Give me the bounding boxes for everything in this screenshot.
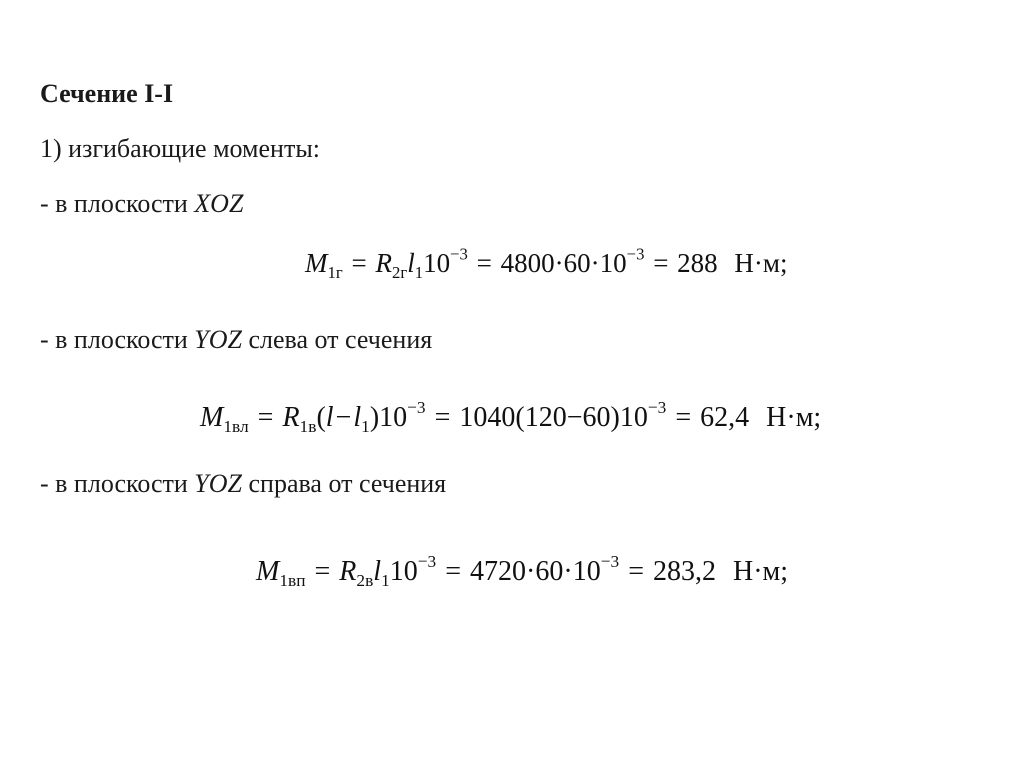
eq1-r-symbol: R (375, 248, 392, 278)
eq1-equals-2: = (476, 248, 492, 278)
eq1-l-symbol: l (407, 248, 415, 278)
eq2-open-paren: ( (316, 402, 326, 433)
section-heading: Сечение I-I (40, 79, 174, 108)
eq2-l1-subscript: 1 (361, 417, 370, 437)
eq2-m-subscript: 1вл (223, 417, 249, 437)
eq2-power-exp: −3 (407, 397, 426, 417)
plane-prefix: - в плоскости (40, 325, 188, 354)
eq1-rhs: 4800·60·10 (500, 248, 627, 278)
right-of-section-text: справа от сечения (248, 469, 447, 498)
eq3-r-subscript: 2в (356, 571, 374, 591)
eq3-result: 283,2 (652, 556, 716, 587)
eq2-r-subscript: 1в (299, 417, 317, 437)
eq1-equals-3: = (653, 248, 669, 278)
eq2-r-symbol: R (282, 402, 300, 433)
eq3-power-base: 10 (389, 556, 418, 587)
plane-yoz-label: YOZ (194, 469, 242, 498)
eq3-m-symbol: M (256, 556, 280, 587)
eq2-close-paren: ) (369, 402, 380, 433)
eq2-minus: − (335, 402, 352, 433)
plane-prefix: - в плоскости (40, 469, 188, 498)
eq2-equals-2: = (434, 402, 451, 433)
eq1-unit: Н·м; (734, 248, 788, 278)
plane-yoz-left-line (40, 324, 432, 356)
eq2-unit: Н·м; (766, 402, 822, 433)
eq1-result: 288 (677, 248, 718, 278)
eq2-l-symbol: l (325, 402, 334, 433)
eq3-l-subscript: 1 (381, 571, 390, 591)
eq1-m-subscript: 1г (327, 262, 343, 282)
left-of-section-text: слева от сечения (248, 325, 433, 354)
equation-m1vp (256, 552, 788, 592)
eq2-result: 62,4 (700, 402, 750, 433)
eq3-rhs-exp: −3 (600, 551, 620, 571)
plane-xoz-line (40, 188, 243, 220)
eq2-power-base: 10 (379, 402, 408, 433)
eq2-m-symbol: M (200, 402, 224, 433)
eq2-rhs-exp: −3 (647, 397, 667, 417)
eq3-m-subscript: 1вп (279, 571, 306, 591)
plane-yoz-label: YOZ (194, 325, 242, 354)
eq2-l1-symbol: l (353, 402, 362, 433)
eq3-rhs: 4720·60·10 (470, 556, 601, 587)
plane-prefix: - в плоскости (40, 189, 188, 218)
bending-moments-item: 1) изгибающие моменты: (40, 134, 321, 163)
eq3-equals-2: = (445, 556, 462, 587)
eq1-power-base: 10 (423, 248, 451, 278)
eq1-rhs-exp: −3 (626, 244, 645, 264)
eq2-equals-1: = (257, 402, 274, 433)
eq3-equals-1: = (314, 556, 331, 587)
plane-xoz-label: XOZ (194, 189, 244, 218)
eq1-m-symbol: M (305, 248, 328, 278)
eq3-power-exp: −3 (417, 551, 437, 571)
eq1-l-subscript: 1 (414, 262, 424, 282)
eq1-equals-1: = (351, 248, 367, 278)
eq2-equals-3: = (675, 402, 692, 433)
eq3-equals-3: = (628, 556, 644, 587)
plane-yoz-right-line (40, 468, 446, 500)
eq3-l-symbol: l (373, 556, 382, 587)
equation-m1vl (200, 398, 821, 438)
eq1-power-exp: −3 (450, 244, 468, 264)
eq3-unit: Н·м; (732, 556, 789, 587)
eq1-r-subscript: 2г (391, 262, 408, 282)
equation-m1g (305, 243, 788, 283)
eq3-r-symbol: R (339, 556, 357, 587)
eq2-rhs: 1040(120−60)10 (459, 402, 648, 433)
